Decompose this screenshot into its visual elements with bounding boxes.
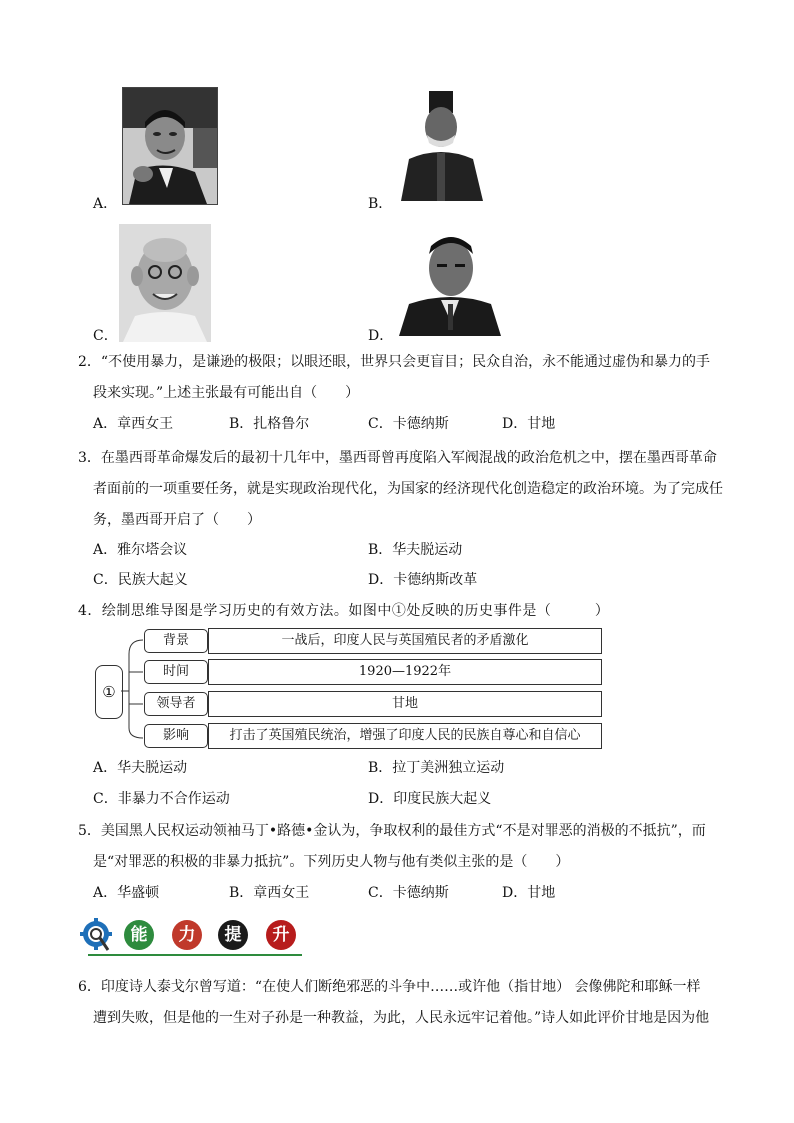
mind-map-brace bbox=[121, 626, 145, 752]
q5-option-a[interactable]: A．华盛顿 bbox=[93, 885, 160, 901]
portrait-photo-c bbox=[119, 224, 211, 342]
q2-option-a[interactable]: A．章西女王 bbox=[93, 416, 174, 432]
q5-option-d[interactable]: D．甘地 bbox=[502, 885, 556, 901]
q4-stem: 4．绘制思维导图是学习历史的有效方法。如图中①处反映的历史事件是（ ） bbox=[78, 603, 610, 619]
q3-option-c[interactable]: C．民族大起义 bbox=[93, 572, 188, 588]
option-a-label[interactable]: A． bbox=[93, 196, 118, 212]
mind-map bbox=[90, 626, 610, 752]
mind-map-box-time bbox=[208, 659, 602, 685]
q2-option-d[interactable]: D．甘地 bbox=[502, 416, 556, 432]
q3-stem-line1: 3．在墨西哥革命爆发后的最初十几年中，墨西哥曾再度陷入军阀混战的政治危机之中，摆在墨西哥革命 bbox=[78, 450, 717, 466]
q3-stem-line2: 者面前的一项重要任务，就是实现政治现代化，为国家的经济现代化创造稳定的政治环境。为了完成任 bbox=[93, 481, 723, 497]
q4-option-a[interactable]: A．华夫脱运动 bbox=[93, 760, 188, 776]
mind-map-box-leader bbox=[208, 691, 602, 717]
q5-stem-line2: 是“对罪恶的积极的非暴力抵抗”。下列历史人物与他有类似主张的是（ ） bbox=[93, 854, 570, 870]
mind-map-text-impact: 打击了英国殖民统治，增强了印度人民的民族自尊心和自信心 bbox=[229, 728, 581, 743]
mind-map-label-time: 时间 bbox=[144, 660, 208, 684]
option-d-label[interactable]: D． bbox=[368, 328, 394, 344]
q5-option-b[interactable]: B．章西女王 bbox=[229, 885, 310, 901]
mind-map-center-node bbox=[95, 665, 123, 719]
mind-map-text-background: 一战后，印度人民与英国殖民者的矛盾激化 bbox=[281, 633, 529, 648]
mind-map-box-background bbox=[208, 628, 602, 654]
mind-map-text-leader: 甘地 bbox=[391, 696, 418, 711]
gear-magnifier-icon bbox=[80, 918, 116, 954]
q2-option-c[interactable]: C．卡德纳斯 bbox=[368, 416, 449, 432]
q5-stem-line1: 5．美国黑人民权运动领袖马丁•路德•金认为，争取权利的最佳方式“不是对罪恶的消极的不抵抗”，而 bbox=[78, 823, 706, 839]
mind-map-label-background: 背景 bbox=[144, 629, 208, 653]
q4-option-d[interactable]: D．印度民族大起义 bbox=[368, 791, 492, 807]
portrait-photo-b bbox=[395, 87, 489, 201]
mind-map-center-label: ① bbox=[102, 683, 116, 701]
q4-option-b[interactable]: B．拉丁美洲独立运动 bbox=[368, 760, 505, 776]
portrait-photo-a bbox=[122, 87, 218, 205]
banner-underline bbox=[88, 954, 302, 956]
q4-option-c[interactable]: C．非暴力不合作运动 bbox=[93, 791, 230, 807]
portrait-photo-d bbox=[397, 224, 501, 336]
q6-stem-line2: 遭到失败，但是他的一生对子孙是一种教益，为此，人民永远牢记着他。”诗人如此评价甘地是因为他 bbox=[93, 1010, 710, 1026]
q3-stem-line3: 务，墨西哥开启了（ ） bbox=[93, 512, 261, 528]
q6-stem-line1: 6．印度诗人泰戈尔曾写道：“在使人们断绝邪恶的斗争中……或许他（指甘地） 会像佛陀和耶稣一样 bbox=[78, 979, 701, 995]
q3-option-a[interactable]: A．雅尔塔会议 bbox=[93, 542, 188, 558]
section-banner bbox=[80, 916, 302, 956]
banner-char-3: 提 bbox=[218, 920, 248, 950]
mind-map-box-impact bbox=[208, 723, 602, 749]
mind-map-text-time: 1920—1922年 bbox=[358, 664, 452, 679]
q2-option-b[interactable]: B．扎格鲁尔 bbox=[229, 416, 310, 432]
q2-stem-line1: 2．“不使用暴力，是谦逊的极限；以眼还眼，世界只会更盲目；民众自治，永不能通过虚伪和暴力的手 bbox=[78, 354, 711, 370]
option-b-label[interactable]: B． bbox=[368, 196, 393, 212]
q3-option-d[interactable]: D．卡德纳斯改革 bbox=[368, 572, 478, 588]
q2-stem-line2: 段来实现。”上述主张最有可能出自（ ） bbox=[93, 385, 360, 401]
mind-map-label-impact: 影响 bbox=[144, 724, 208, 748]
q5-option-c[interactable]: C．卡德纳斯 bbox=[368, 885, 449, 901]
option-c-label[interactable]: C． bbox=[93, 328, 118, 344]
banner-char-4: 升 bbox=[266, 920, 296, 950]
banner-char-2: 力 bbox=[172, 920, 202, 950]
banner-char-1: 能 bbox=[124, 920, 154, 950]
mind-map-label-leader: 领导者 bbox=[144, 692, 208, 716]
q3-option-b[interactable]: B．华夫脱运动 bbox=[368, 542, 463, 558]
